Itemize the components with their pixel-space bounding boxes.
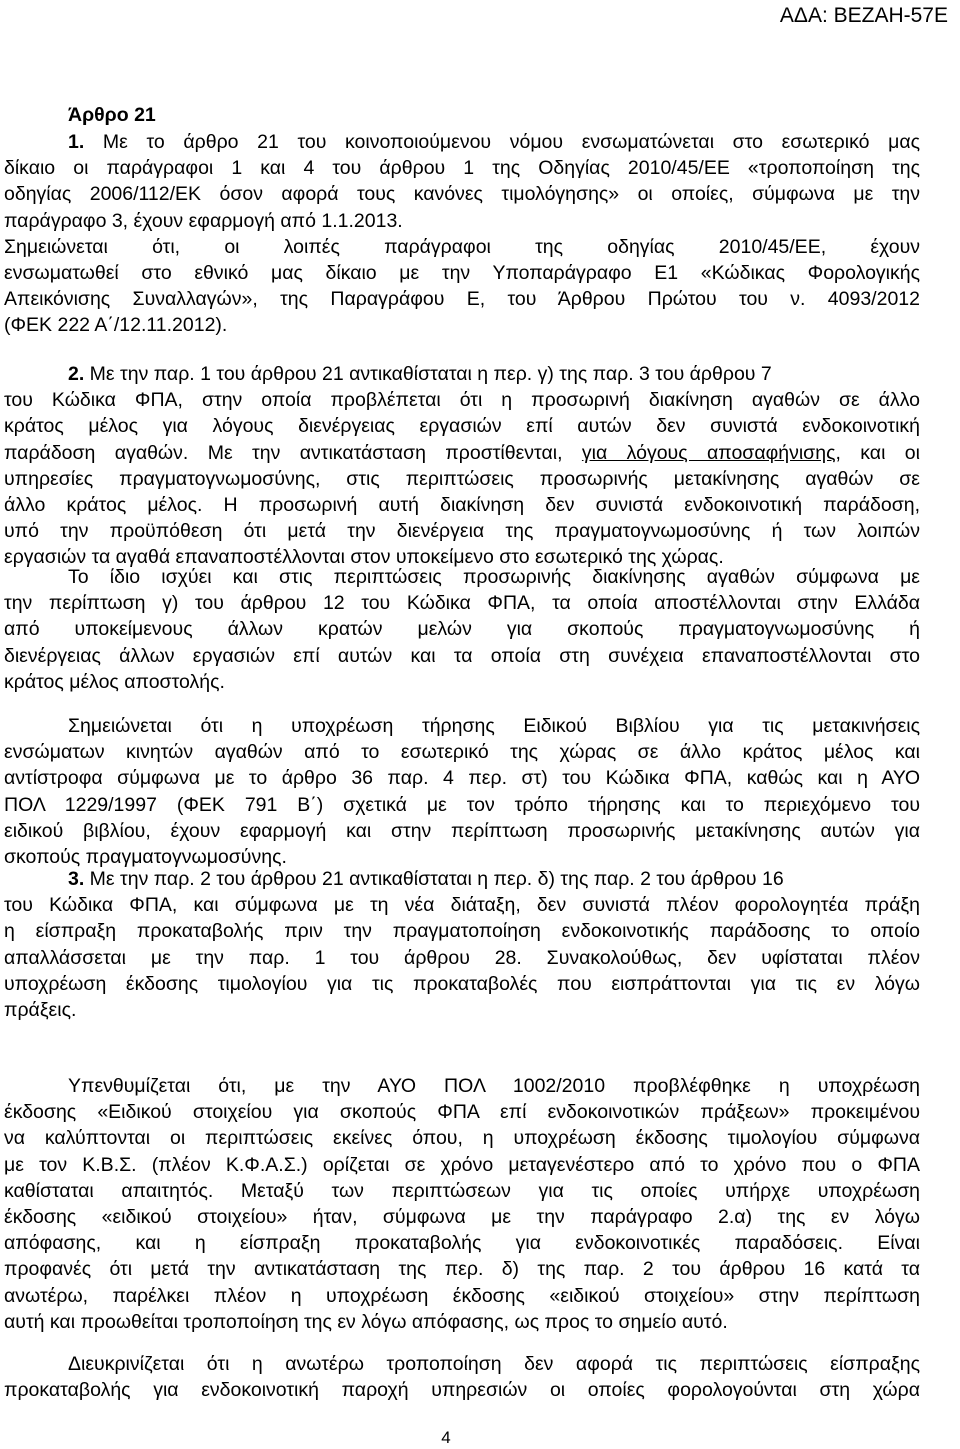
- text-line: έκδοσης «Ειδικού στοιχείου για σκοπούς ΦΠΑ επί ενδοκοινοτικών πράξεων» προκειμένου: [4, 1101, 920, 1124]
- paragraph-number: 2.: [68, 363, 85, 385]
- paragraph-1: [4, 129, 920, 339]
- text-line: του Κώδικα ΦΠΑ, στην οποία προβλέπεται ότι η προσωρινή διακίνηση αγαθών σε άλλο: [4, 389, 920, 412]
- paragraph-3-section: [4, 866, 920, 1023]
- text-line: υπηρεσίες πραγματογνωμοσύνης, στις περιπτώσεις προσωρινής μετακίνησης αγαθών σε: [4, 467, 920, 490]
- text-line: ΠΟΛ 1229/1997 (ΦΕΚ 791 Β΄) σχετικά με τον τρόπο τήρησης και το περιεχόμενο του: [4, 793, 920, 816]
- text-line: δίκαιο οι παράγραφοι 1 και 4 του άρθρου 1 της Οδηγίας 2010/45/ΕΕ «τροποποίηση της: [4, 157, 920, 180]
- text-line: (ΦΕΚ 222 Α΄/12.11.2012).: [4, 314, 228, 337]
- text-line: αντίστροφα σύμφωνα με το άρθρο 36 παρ. 4 περ. στ) του Κώδικα ΦΠΑ, καθώς και η ΑΥΟ: [4, 767, 920, 790]
- text-line: απαλλάσσεται με την παρ. 1 του άρθρου 28. Συνακολούθως, δεν υφίσταται πλέον: [4, 946, 920, 969]
- text-line: οδηγίας 2006/112/ΕΚ όσον αφορά τους κανόνες τιμολόγησης» οι οποίες, σύμφωνα με την: [4, 183, 920, 206]
- text-line: εργασιών τα αγαθά επαναποστέλλονται στον υποκείμενο στο εσωτερικό της χώρας.: [4, 546, 724, 569]
- text-line: προκαταβολής για ενδοκοινοτική παροχή υπηρεσιών οι οποίες φορολογούνται στη χώρα: [4, 1379, 920, 1402]
- text-line: 3. Με την παρ. 2 του άρθρου 21 αντικαθίσταται η περ. δ) της παρ. 2 του άρθρου 16: [68, 868, 784, 890]
- paragraph-3: [4, 564, 920, 695]
- underlined-phrase: για λόγους αποσαφήνισης: [581, 441, 836, 464]
- paragraph-number: 1.: [68, 131, 85, 153]
- text-line: παράγραφο 3, έχουν εφαρμογή από 1.1.2013.: [4, 209, 403, 232]
- paragraph-4: [4, 713, 920, 870]
- text-line: απόφασης, και η είσπραξη προκαταβολής για ενδοκοινοτικές παραδόσεις. Είναι: [4, 1232, 920, 1255]
- text-line: πράξεις.: [4, 999, 77, 1022]
- text-line: ειδικού βιβλίου, έχουν εφαρμογή και στην περίπτωση προσωρινής μετακίνησης αυτών για: [4, 819, 920, 842]
- text-line: καθίσταται απαιτητός. Μεταξύ των περιπτώσεων για τις οποίες υπήρχε υποχρέωση: [4, 1179, 920, 1202]
- text-line: η είσπραξη προκαταβολής πριν την πραγματοποίηση ενδοκοινοτικής παράδοσης το οποίο: [4, 920, 920, 943]
- paragraph-2: [4, 361, 920, 571]
- ada-code: ΑΔΑ: ΒΕΖΑΗ-57Ε: [779, 4, 948, 27]
- paragraph-6: [4, 1073, 920, 1335]
- text-line: έκδοσης «ειδικού στοιχείου» ήταν, σύμφωνα με την παράγραφο 2.α) της εν λόγω: [4, 1206, 920, 1229]
- text-line: προφανές ότι μετά την αντικατάσταση της περ. δ) της παρ. 2 του άρθρου 16 κατά τα: [4, 1258, 920, 1281]
- text-line: Σημειώνεται ότι η υποχρέωση τήρησης Ειδικού Βιβλίου για τις μετακινήσεις: [68, 715, 920, 737]
- text-line: να καλύπτονται οι περιπτώσεις εκείνες όπου, η υποχρέωση έκδοσης τιμολογίου σύμφωνα: [4, 1127, 920, 1150]
- text-line: ενσωματωθεί στο εθνικό μας δίκαιο με την Υποπαράγραφο Ε1 «Κώδικας Φορολογικής: [4, 262, 920, 285]
- article-title: Άρθρο 21: [68, 104, 156, 126]
- text-line: υπό την προϋπόθεση ότι μετά την διενέργεια της πραγματογνωμοσύνης ή των λοιπών: [4, 520, 920, 543]
- text-line: άλλο κράτος μέλος. Η προσωρινή αυτή διακίνηση δεν συνιστά ενδοκοινοτική παράδοση,: [4, 494, 920, 517]
- page-number: 4: [441, 1428, 451, 1447]
- text-line: αυτή και προωθείται τροποποίηση της εν λόγω απόφασης, ως προς το σημείο αυτό.: [4, 1310, 728, 1333]
- text-line: κράτος μέλος αποστολής.: [4, 670, 225, 693]
- text-line: του Κώδικα ΦΠΑ, και σύμφωνα με τη νέα διάταξη, δεν συνιστά πλέον φορολογητέα πράξη: [4, 894, 920, 917]
- text-line: Το ίδιο ισχύει και στις περιπτώσεις προσωρινής διακίνησης αγαθών σύμφωνα με: [68, 566, 920, 588]
- text-line: ανωτέρω, παρέλκει πλέον η υποχρέωση έκδοσης «ειδικού στοιχείου» στην περίπτωση: [4, 1284, 920, 1307]
- paragraph-7: [4, 1351, 920, 1403]
- text-line: Διευκρινίζεται ότι η ανωτέρω τροποποίηση δεν αφορά τις περιπτώσεις είσπραξης: [68, 1353, 920, 1375]
- text-line: Σημειώνεται ότι, οι λοιπές παράγραφοι της οδηγίας 2010/45/ΕΕ, έχουν: [4, 235, 920, 258]
- text-line: από υποκείμενους άλλων κρατών μελών για σκοπούς πραγματογνωμοσύνης ή: [4, 618, 920, 641]
- text-line: διενέργειας άλλων εργασιών επί αυτών και τα οποία στη συνέχεια επαναποστέλλονται στο: [4, 644, 920, 667]
- text-line: την περίπτωση γ) του άρθρου 12 του Κώδικα ΦΠΑ, τα οποία αποστέλλονται στην Ελλάδα: [4, 592, 920, 615]
- text-line: 1. Με το άρθρο 21 του κοινοποιούμενου νόμου ενσωματώνεται στο εσωτερικό μας: [68, 131, 920, 153]
- text-line: κράτος μέλος για λόγους διενέργειας εργασιών επί αυτών δεν συνιστά ενδοκοινοτική: [4, 415, 920, 438]
- paragraph-number: 3.: [68, 868, 85, 890]
- text-line: παράδοση αγαθών. Με την αντικατάσταση προστίθενται, για λόγους αποσαφήνισης, και οι: [4, 441, 920, 464]
- text-line: με τον Κ.Β.Σ. (πλέον Κ.Φ.Α.Σ.) ορίζεται σε χρόνο μεταγενέστερο από το χρόνο που ο ΦΠΑ: [4, 1153, 920, 1176]
- text-line: υποχρέωση έκδοσης τιμολογίου για τις προκαταβολές που εισπράττονται για τις εν λόγω: [4, 972, 920, 995]
- text-line: 2. Με την παρ. 1 του άρθρου 21 αντικαθίσταται η περ. γ) της παρ. 3 του άρθρου 7: [68, 363, 772, 385]
- text-line: Απεικόνισης Συναλλαγών», της Παραγράφου Ε, του Άρθρου Πρώτου του ν. 4093/2012: [4, 288, 920, 311]
- text-line: Υπενθυμίζεται ότι, με την ΑΥΟ ΠΟΛ 1002/2010 προβλέφθηκε η υποχρέωση: [68, 1075, 920, 1097]
- text-line: σκοπούς πραγματογνωμοσύνης.: [4, 846, 287, 869]
- text-line: ενσώματων κινητών αγαθών από το εσωτερικό της χώρας σε άλλο κράτος μέλος και: [4, 741, 920, 764]
